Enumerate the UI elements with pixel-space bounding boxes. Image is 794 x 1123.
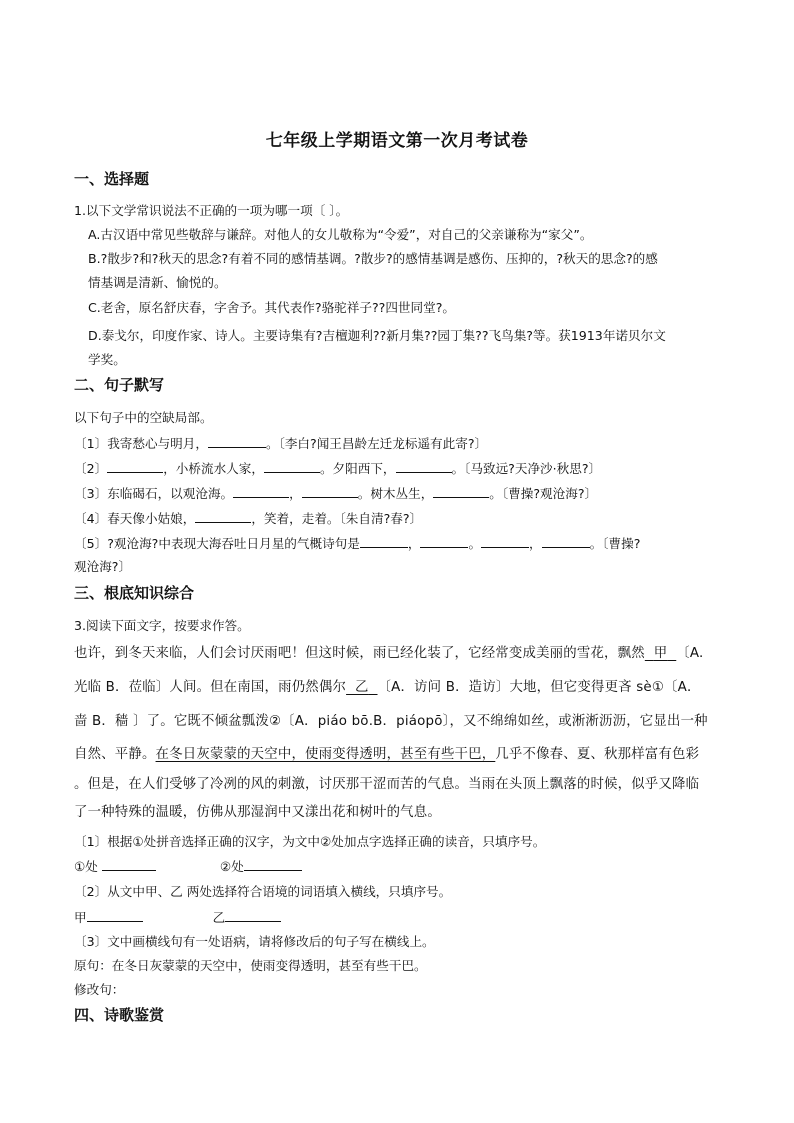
answer-blank[interactable] bbox=[360, 535, 408, 548]
q3-sub-1: 〔1〕根据①处拼音选择正确的汉字，为文中②处加点字选择正确的读音，只填序号。 bbox=[74, 834, 546, 849]
answer-blank[interactable] bbox=[208, 435, 266, 448]
q2-line-5-text: 。 bbox=[468, 536, 482, 551]
q2-line-2-text: 。夕阳西下， bbox=[319, 461, 396, 476]
q1-stem: 1.以下文学常识说法不正确的一项为哪一项〔 〕。 bbox=[74, 203, 349, 218]
q2-line-3 bbox=[74, 485, 597, 502]
answer-label-yi: 乙 bbox=[212, 910, 226, 925]
q2-line-4-source: ，笑着，走着。〔朱自清?春?〕 bbox=[251, 511, 423, 526]
q1-option-c: C.老舍，原名舒庆春，字舍予。其代表作?骆驼祥子??四世同堂?。 bbox=[88, 300, 455, 315]
answer-label-2: ②处 bbox=[219, 859, 244, 874]
q3-revised-label: 修改句： bbox=[74, 982, 125, 997]
passage-line bbox=[74, 645, 703, 663]
answer-blank[interactable] bbox=[302, 485, 358, 498]
q1-option-b-cont: 情基调是清新、愉悦的。 bbox=[88, 275, 227, 290]
q1-option-d: D.泰戈尔，印度作家、诗人。主要诗集有?吉檀迦利??新月集??园丁集??飞鸟集?等。获1913年诺贝尔文 bbox=[88, 328, 666, 343]
q2-line-5 bbox=[74, 535, 640, 552]
blank-yi bbox=[346, 680, 377, 695]
answer-label-1: ①处 bbox=[74, 859, 98, 874]
q2-line-3-text: 。树木丛生， bbox=[357, 486, 434, 501]
q3-sub-1-answers bbox=[74, 858, 302, 875]
section-heading-poetry: 四、诗歌鉴赏 bbox=[74, 1006, 165, 1024]
q2-line-5-cont: 观沧海?〕 bbox=[74, 559, 132, 574]
q3-stem: 3.阅读下面文字，按要求作答。 bbox=[74, 618, 250, 633]
q2-intro: 以下句子中的空缺局部。 bbox=[74, 410, 213, 425]
answer-blank[interactable] bbox=[481, 535, 529, 548]
answer-blank[interactable] bbox=[420, 535, 468, 548]
passage-text: 也许，到冬天来临，人们会讨厌雨吧！但这时候，雨已经化装了，它经常变成美丽的雪花，飘然 bbox=[74, 646, 645, 661]
section-heading-knowledge: 三、根底知识综合 bbox=[74, 584, 195, 602]
q2-line-2-text: ，小桥流水人家， bbox=[163, 461, 264, 476]
answer-label-jia: 甲 bbox=[74, 910, 87, 925]
answer-blank[interactable] bbox=[107, 460, 163, 473]
answer-blank[interactable] bbox=[233, 485, 289, 498]
passage-line bbox=[74, 746, 699, 764]
answer-blank[interactable] bbox=[225, 909, 281, 922]
q3-sub-2: 〔2〕从文中甲、乙 两处选择符合语境的词语填入横线，只填序号。 bbox=[74, 884, 452, 899]
blank-jia bbox=[645, 646, 676, 661]
passage-line: 啬 B．穑 〕了。它既不倾盆瓢泼②〔A．piáo bō.B．piáopō〕，又不绵绵如丝，或淅淅沥沥，它显出一种 bbox=[74, 714, 708, 729]
q1-option-a: A.古汉语中常见些敬辞与谦辞。对他人的女儿敬称为“令爱”，对自己的父亲谦称为“家父”。 bbox=[88, 227, 593, 242]
q2-line-4 bbox=[74, 510, 422, 527]
q2-line-2-source: 。〔马致远?天净沙·秋思?〕 bbox=[451, 461, 602, 476]
q2-line-2-num: 〔2〕 bbox=[74, 461, 108, 476]
answer-blank[interactable] bbox=[195, 510, 251, 523]
section-heading-choice: 一、选择题 bbox=[74, 170, 150, 188]
q2-line-3-source: 。〔曹操?观沧海?〕 bbox=[489, 486, 598, 501]
passage-text: 自然、平静。 bbox=[74, 747, 156, 762]
passage-text: 几乎不像春、夏、秋那样富有色彩 bbox=[495, 747, 700, 762]
q2-line-3-text: 〔3〕东临碣石，以观沧海。 bbox=[74, 486, 234, 501]
passage-line: 。但是，在人们受够了冷冽的风的刺激，讨厌那干涩而苦的气息。当雨在头顶上飘落的时候，似乎又降临 bbox=[74, 777, 700, 792]
passage-text: 〔A. bbox=[676, 646, 704, 661]
q1-option-b: B.?散步?和?秋天的思念?有着不同的感情基调。?散步?的感情基调是感伤、压抑的，?秋天的思念?的感 bbox=[88, 251, 658, 266]
section-heading-dictation: 二、句子默写 bbox=[74, 376, 165, 394]
blank-yi-label: 乙 bbox=[355, 680, 369, 695]
passage-text: 〔A．访问 B．造访〕大地，但它变得更吝 sè①〔A． bbox=[377, 680, 701, 695]
passage-line bbox=[74, 679, 701, 697]
passage-line: 了一种特殊的温暖，仿佛从那湿润中又漾出花和树叶的气息。 bbox=[74, 805, 441, 820]
answer-blank[interactable] bbox=[102, 858, 156, 871]
q2-line-1 bbox=[74, 435, 487, 452]
q3-original-sentence: 原句：在冬日灰蒙蒙的天空中，使雨变得透明，甚至有些干巴。 bbox=[74, 958, 427, 973]
passage-text: 光临 B．莅临〕人间。但在南国，雨仍然偶尔 bbox=[74, 680, 347, 695]
answer-blank[interactable] bbox=[244, 858, 302, 871]
q1-option-d-cont: 学奖。 bbox=[88, 352, 126, 367]
q2-line-5-text: 〔5〕?观沧海?中表现大海吞吐日月星的气概诗句是 bbox=[74, 536, 360, 551]
underlined-sentence: 在冬日灰蒙蒙的天空中，使雨变得透明，甚至有些干巴， bbox=[155, 747, 496, 762]
q2-line-5-text: ， bbox=[407, 536, 421, 551]
answer-blank[interactable] bbox=[396, 460, 452, 473]
blank-jia-label: 甲 bbox=[653, 646, 668, 661]
q2-line-2 bbox=[74, 460, 601, 477]
q2-line-5-text: ， bbox=[529, 536, 542, 551]
q2-line-1-text: 〔1〕我寄愁心与明月， bbox=[74, 436, 208, 451]
answer-blank[interactable] bbox=[264, 460, 320, 473]
answer-blank[interactable] bbox=[542, 535, 590, 548]
q2-line-4-text: 〔4〕春天像小姑娘， bbox=[74, 511, 196, 526]
q2-line-1-source: 。〔李白?闻王昌龄左迁龙标遥有此寄?〕 bbox=[265, 436, 488, 451]
q2-line-3-text: ， bbox=[289, 486, 302, 501]
q2-line-5-source: 。〔曹操? bbox=[589, 536, 641, 551]
q3-sub-2-answers bbox=[74, 909, 281, 926]
answer-blank[interactable] bbox=[87, 909, 143, 922]
q3-sub-3: 〔3〕文中画横线句有一处语病，请将修改后的句子写在横线上。 bbox=[74, 934, 435, 949]
answer-blank[interactable] bbox=[433, 485, 489, 498]
page-title: 七年级上学期语文第一次月考试卷 bbox=[265, 131, 529, 151]
